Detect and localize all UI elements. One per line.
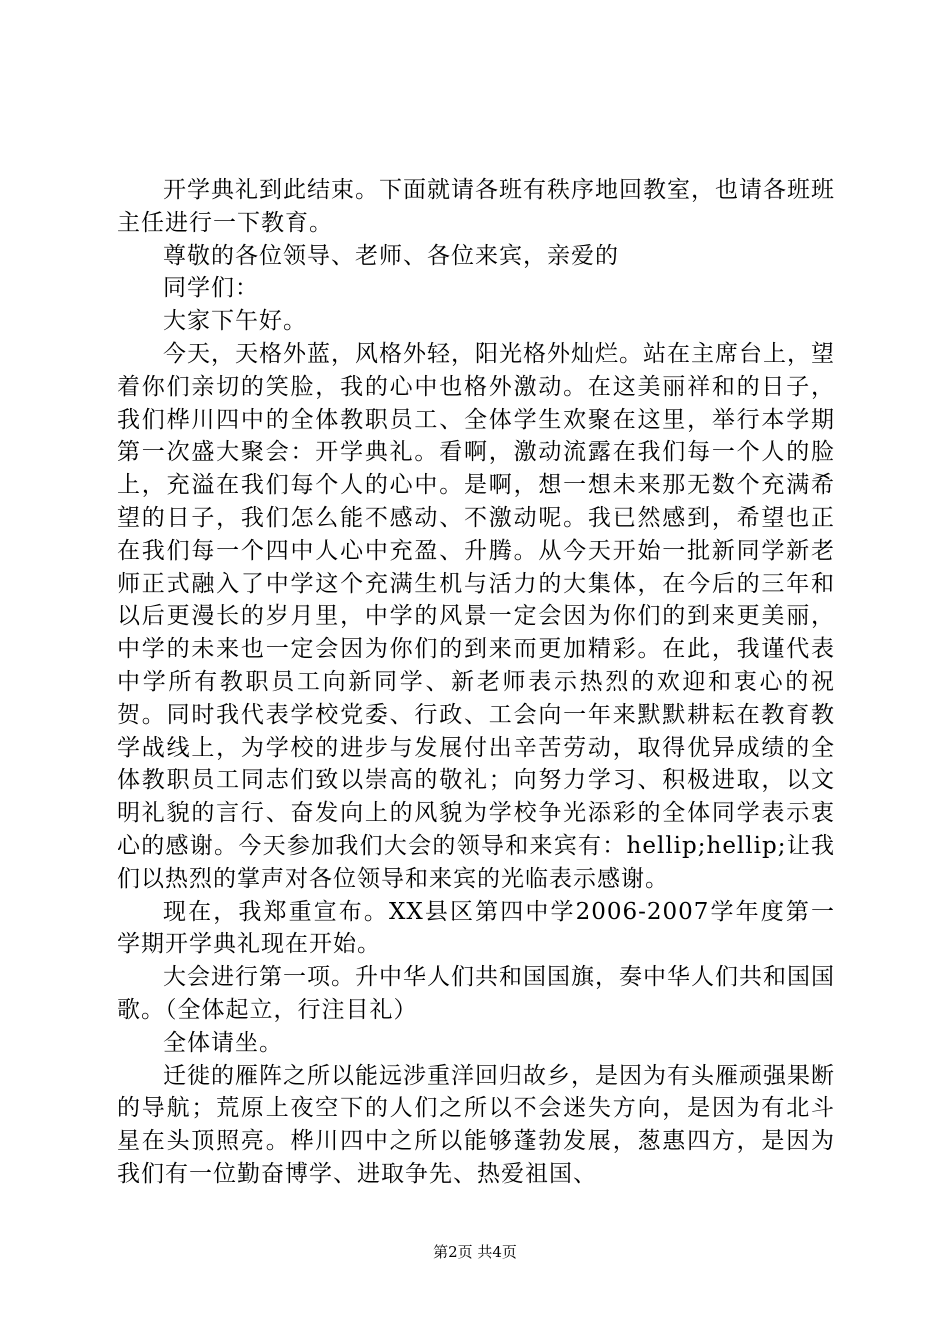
document-body (117, 174, 835, 1191)
paragraph-please-sit: 全体请坐。 (163, 1029, 283, 1056)
paragraph-salutation-students: 同学们： (163, 275, 259, 302)
paragraph-announcement: 现在，我郑重宣布。XX县区第四中学2006-2007学年度第一学期开学典礼现在开始。 (117, 898, 835, 958)
page-number-footer: 第2页 共4页 (433, 1243, 517, 1261)
paragraph-closing-remark: 开学典礼到此结束。下面就请各班有秩序地回教室，也请各班班主任进行一下教育。 (117, 177, 835, 236)
paragraph-greeting: 大家下午好。 (163, 308, 307, 335)
paragraph-flag-ceremony: 大会进行第一项。升中华人们共和国国旗，奏中华人们共和国国歌。（全体起立，行注目礼） (117, 964, 835, 1023)
paragraph-salutation: 尊敬的各位领导、老师、各位来宾，亲爱的 (163, 242, 619, 269)
paragraph-opening-speech: 今天，天格外蓝，风格外轻，阳光格外灿烂。站在主席台上，望着你们亲切的笑脸，我的心中也格外激动。在这美丽祥和的日子，我们桦川四中的全体教职员工、全体学生欢聚在这里，举行本学期第一次盛大聚会：开学典礼。看啊，激动流露在我们每一个人的脸上，充溢在我们每个人的心中。是啊，想一想未来那无数个充满希望的日子，我们怎么能不感动、不激动呢。我已然感到，希望也正在我们每一个四中人心中充盈、升腾。从今天开始一批新同学新老师正式融入了中学这个充满生机与活力的大集体，在今后的三年和以后更漫长的岁月里，中学的风景一定会因为你们的到来更美丽，中学的未来也一定会因为你们的到来而更加精彩。在此，我谨代表中学所有教职员工向新同学、新老师表示热烈的欢迎和衷心的祝贺。同时我代表学校党委、行政、工会向一年来默默耕耘在教育教学战线上，为学校的进步与发展付出辛苦劳动，取得优异成绩的全体教职员工同志们致以崇高的敬礼；向努力学习、积极进取，以文明礼貌的言行、奋发向上的风貌为学校争光添彩的全体同学表示衷心的感谢。今天参加我们大会的领导和来宾有：hellip;hellip;让我们以热烈的掌声对各位领导和来宾的光临表示感谢。 (117, 340, 835, 892)
paragraph-geese-metaphor: 迁徙的雁阵之所以能远涉重洋回归故乡，是因为有头雁顽强果断的导航；荒原上夜空下的人们之所以不会迷失方向，是因为有北斗星在头顶照亮。桦川四中之所以能够蓬勃发展，葱惠四方，是因为我们有一位勤奋博学、进取争先、热爱祖国、 (117, 1062, 835, 1187)
